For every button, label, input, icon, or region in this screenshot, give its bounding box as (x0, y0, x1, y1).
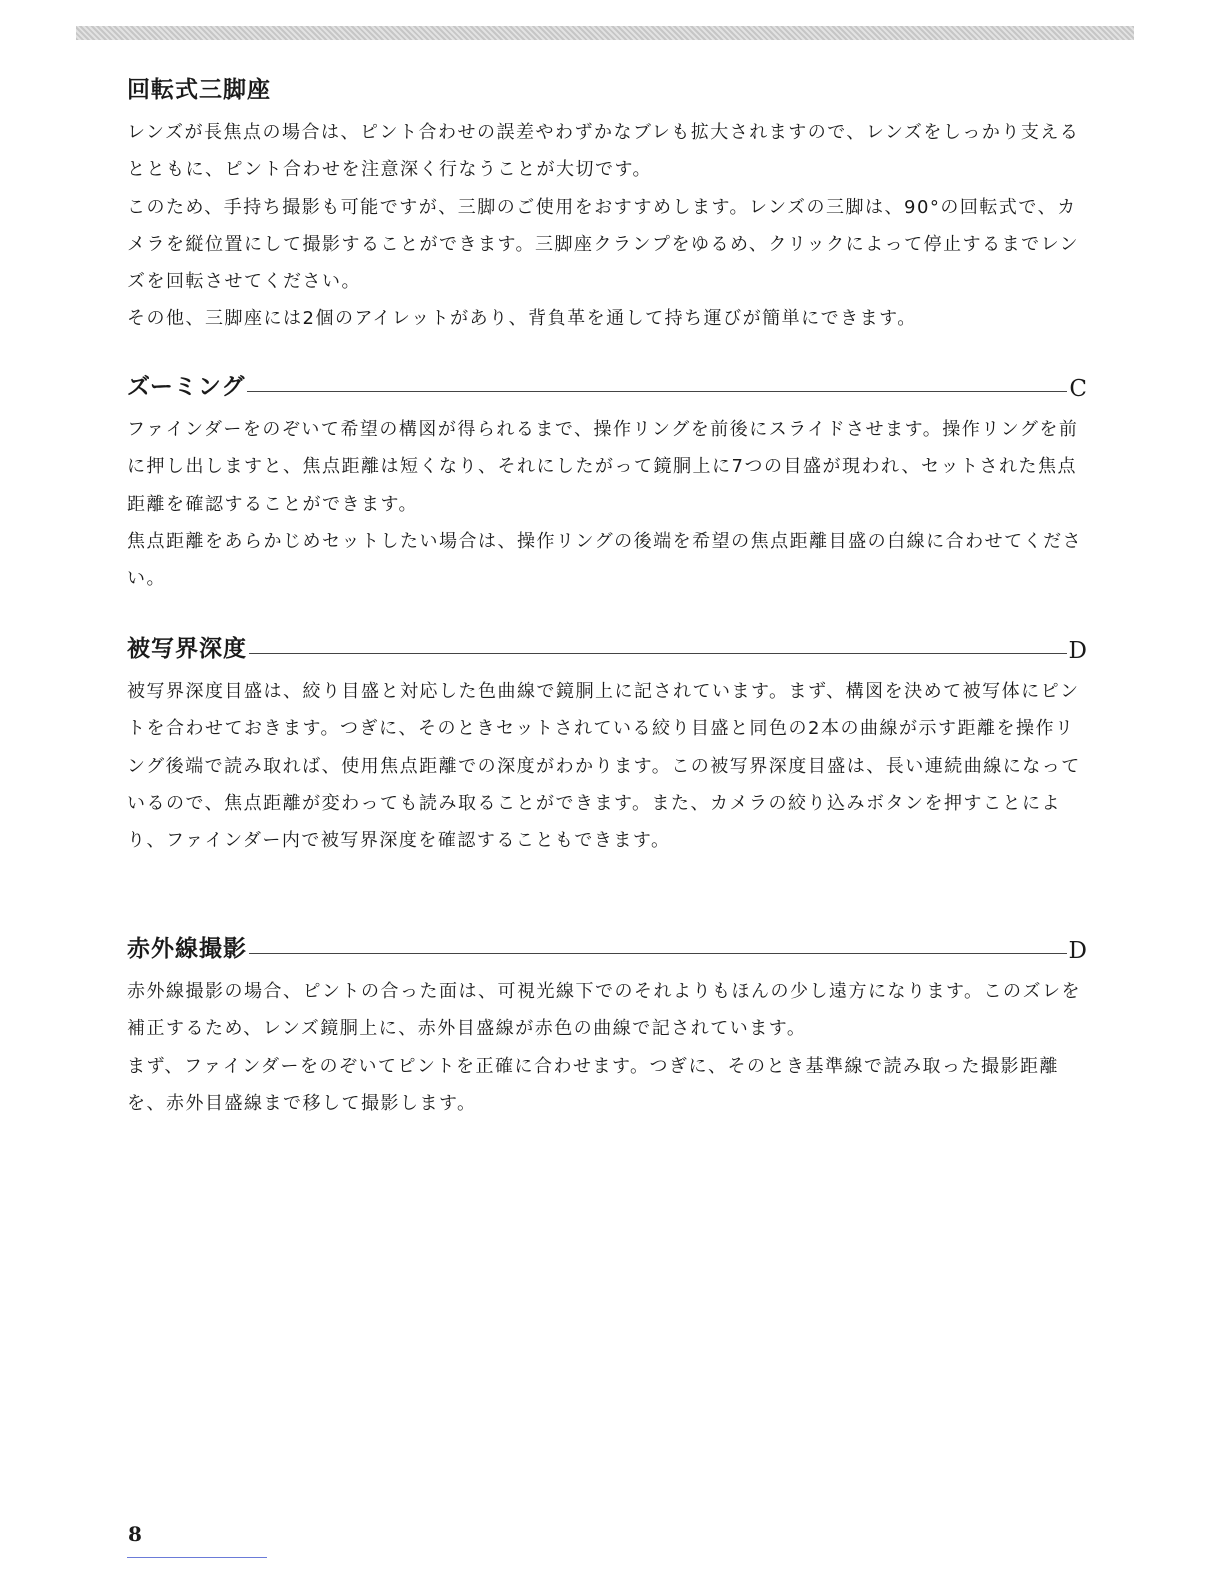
paragraph: まず、ファインダーをのぞいてピントを正確に合わせます。つぎに、そのとき基準線で読み取った撮影距離を、赤外目盛線まで移して撮影します。 (127, 1055, 1060, 1114)
heading-text: ズーミング (127, 374, 246, 400)
heading-leader-rule (249, 653, 1067, 654)
heading-text: 被写界深度 (127, 636, 247, 662)
section-body (127, 673, 1087, 859)
section-body (127, 973, 1087, 1122)
paragraph: 被写界深度目盛は、絞り目盛と対応した色曲線で鏡胴上に記されています。まず、構図を決めて被写体にピントを合わせておきます。つぎに、そのときセットされている絞り目盛と同色の2本の曲線が示す距離を操作リング後端で読み取れば、使用焦点距離での深度がわかります。この被写界深度目盛は、長い連続曲線になっているので、焦点距離が変わっても読み取ることができます。また、カメラの絞り込みボタンを押すことにより、ファインダー内で被写界深度を確認することもできます。 (127, 681, 1081, 852)
page-number: 8 (128, 1522, 142, 1546)
section-heading (127, 629, 1087, 663)
heading-text: 赤外線撮影 (127, 936, 247, 962)
section-body (127, 411, 1087, 597)
paragraph: 赤外線撮影の場合、ピントの合った面は、可視光線下でのそれよりもほんの少し遠方になります。このズレを補正するため、レンズ鏡胴上に、赤外目盛線が赤色の曲線で記されています。 (127, 981, 1082, 1040)
heading-reference-letter: C (1069, 376, 1087, 402)
heading-reference-letter: D (1068, 638, 1087, 664)
heading-reference-letter: D (1068, 938, 1087, 964)
section-infrared-photography (127, 929, 1087, 1122)
section-heading (127, 367, 1087, 401)
paragraph: このため、手持ち撮影も可能ですが、三脚のご使用をおすすめします。レンズの三脚は、90°の回転式で、カメラを縦位置にして撮影することができます。三脚座クランプをゆるめ、クリックによって停止するまでレンズを回転させてください。 (127, 196, 1080, 293)
section-body (127, 114, 1087, 338)
paragraph: レンズが長焦点の場合は、ピント合わせの誤差やわずかなブレも拡大されますので、レンズをしっかり支えるとともに、ピント合わせを注意深く行なうことが大切です。 (127, 122, 1080, 181)
heading-leader-rule (249, 953, 1067, 954)
paragraph: ファインダーをのぞいて希望の構図が得られるまで、操作リングを前後にスライドさせます。操作リングを前に押し出しますと、焦点距離は短くなり、それにしたがって鏡胴上に7つの目盛が現われ、セットされた焦点距離を確認することができます。 (127, 419, 1079, 515)
paragraph: 焦点距離をあらかじめセットしたい場合は、操作リングの後端を希望の焦点距離目盛の白線に合わせてください。 (127, 530, 1083, 590)
section-heading (127, 70, 1087, 104)
section-heading (127, 929, 1087, 963)
section-depth-of-field (127, 629, 1087, 859)
top-decorative-band (76, 26, 1134, 40)
heading-text: 回転式三脚座 (127, 77, 271, 103)
footer-rule (127, 1557, 267, 1558)
section-zooming (127, 367, 1087, 597)
paragraph: その他、三脚座には2個のアイレットがあり、背負革を通して持ち運びが簡単にできます。 (127, 308, 917, 330)
section-tripod-mount (127, 70, 1087, 338)
heading-leader-rule (247, 391, 1067, 392)
